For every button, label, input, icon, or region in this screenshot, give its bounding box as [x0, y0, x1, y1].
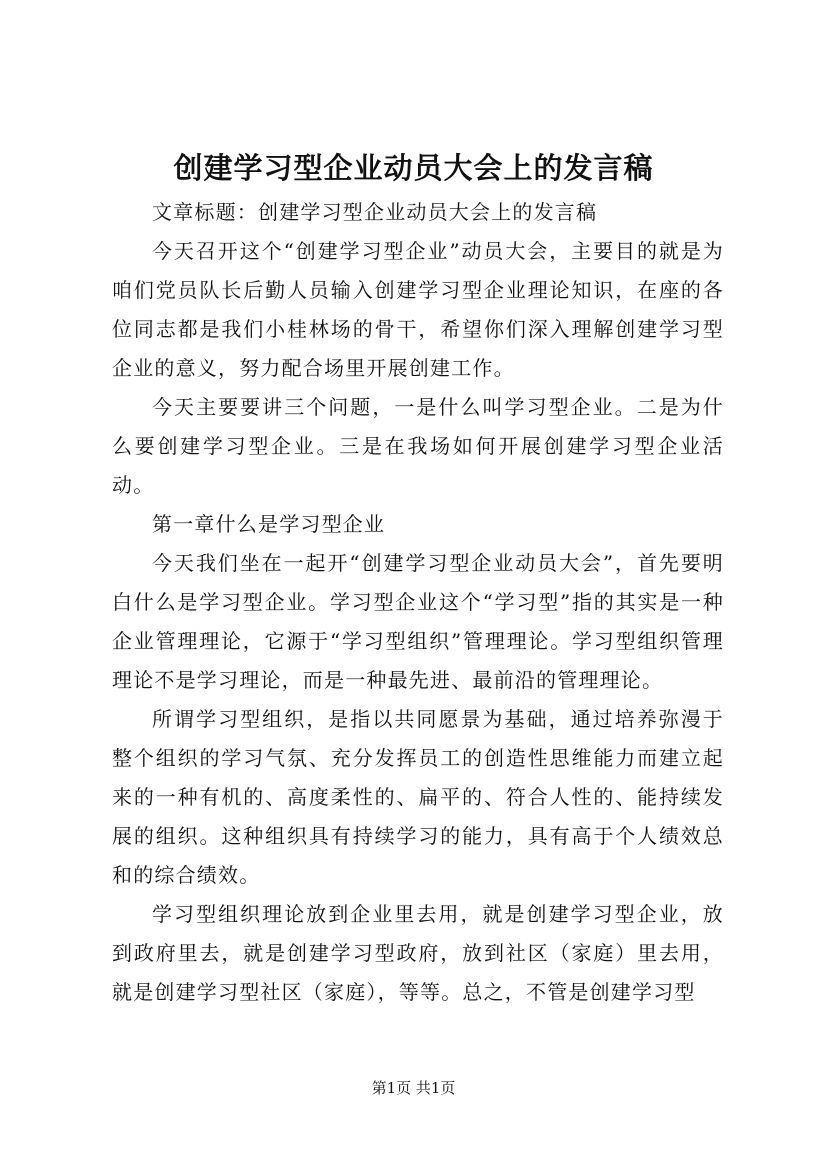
page-footer: 第1页 共1页 [371, 1079, 456, 1097]
document-body [112, 193, 724, 1012]
chapter-heading: 第一章什么是学习型企业 [152, 512, 386, 536]
paragraph-application: 学习型组织理论放到企业里去用，就是创建学习型企业，放到政府里去，就是创建学习型政府，放到社区（家庭）里去用，就是创建学习型社区（家庭），等等。总之，不管是创建学习型 [112, 902, 724, 1004]
document-title: 创建学习型企业动员大会上的发言稿 [173, 151, 654, 185]
paragraph-definition: 今天我们坐在一起开“创建学习型企业动员大会”，首先要明白什么是学习型企业。学习型企业这个“学习型”指的其实是一种企业管理理论，它源于“学习型组织”管理理论。学习型组织管理理论不是学习理论，而是一种最先进、最前沿的管理理论。 [112, 551, 724, 692]
paragraph-purpose: 今天召开这个“创建学习型企业”动员大会，主要目的就是为咱们党员队长后勤人员输入创建学习型企业理论知识，在座的各位同志都是我们小桂林场的骨干，希望你们深入理解创建学习型企业的意义，努力配合场里开展创建工作。 [112, 239, 724, 380]
paragraph-article-title: 文章标题：创建学习型企业动员大会上的发言稿 [152, 200, 598, 224]
paragraph-three-questions: 今天主要要讲三个问题，一是什么叫学习型企业。二是为什么要创建学习型企业。三是在我场如何开展创建学习型企业活动。 [112, 395, 724, 497]
paragraph-learning-organization: 所谓学习型组织，是指以共同愿景为基础，通过培养弥漫于整个组织的学习气氛、充分发挥员工的创造性思维能力而建立起来的一种有机的、高度柔性的、扁平的、符合人性的、能持续发展的组织。这种组织具有持续学习的能力，具有高于个人绩效总和的综合绩效。 [112, 707, 724, 887]
